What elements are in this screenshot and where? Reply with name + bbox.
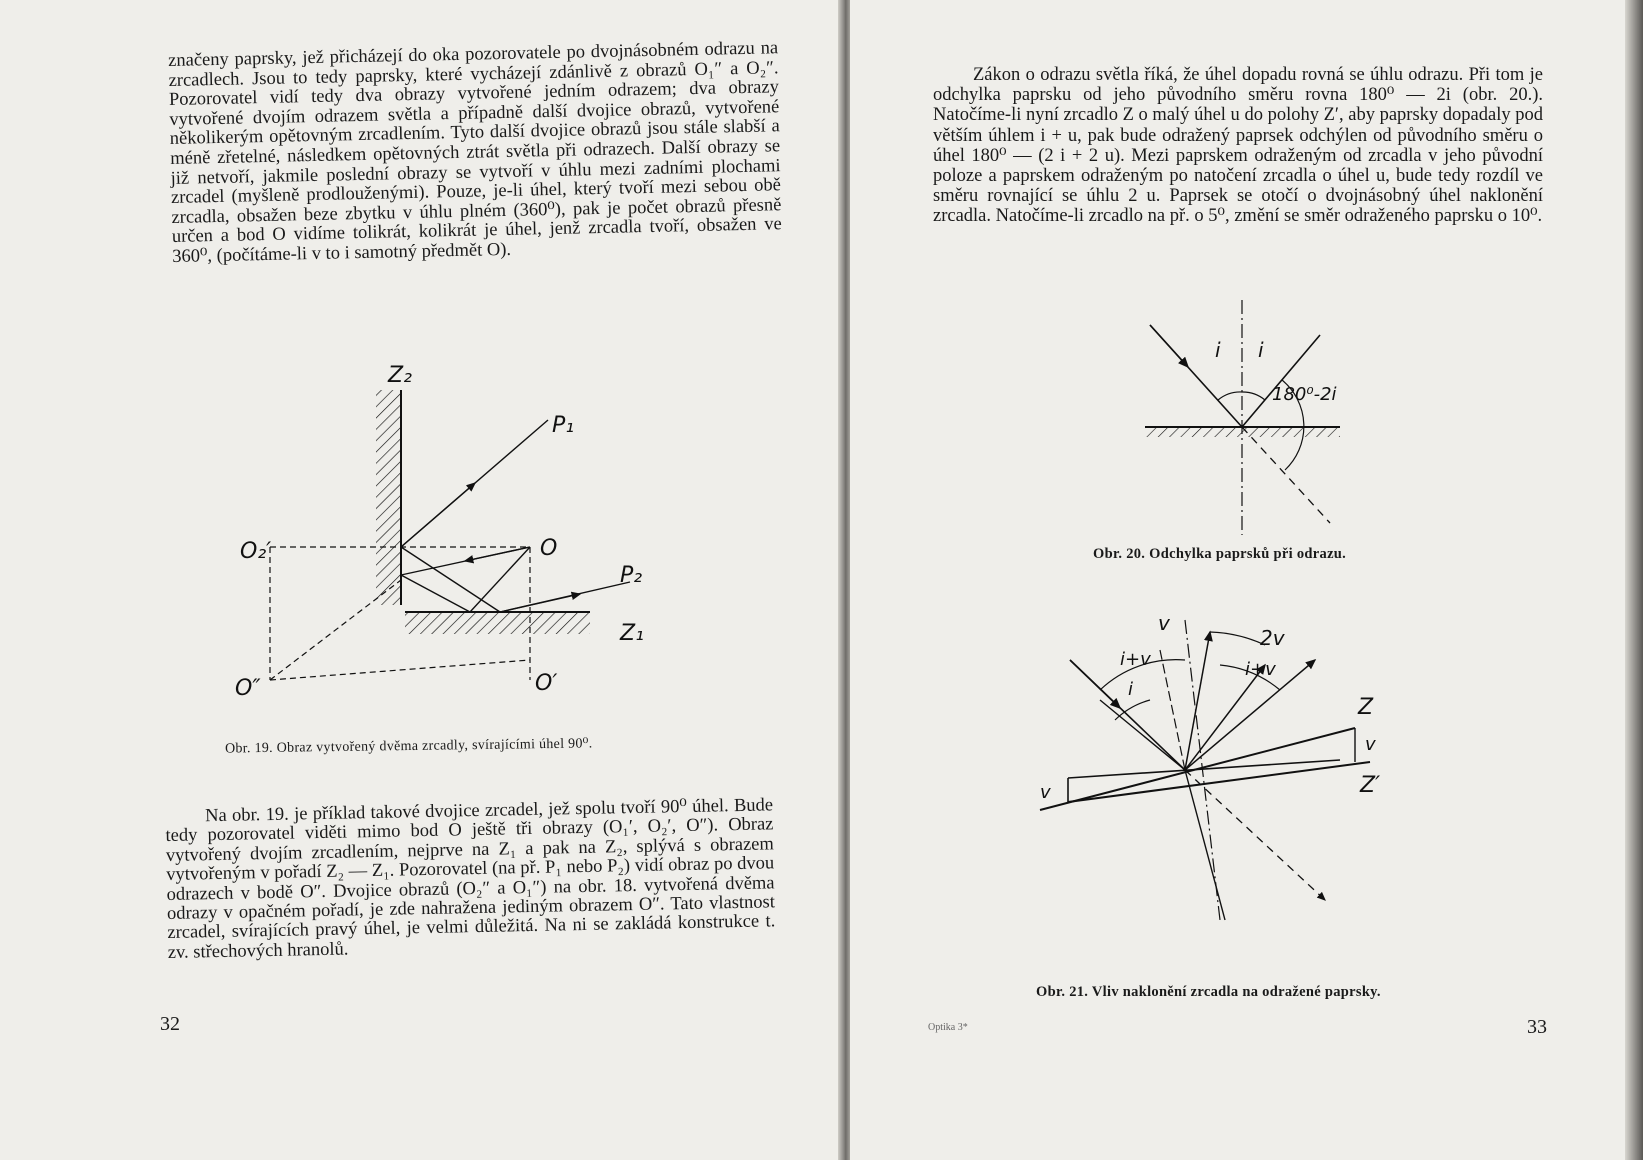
right-paragraph-1 [933,65,1543,227]
caption-figure-21: Obr. 21. Vliv naklonění zrcadla na odražené paprsky. [1036,984,1381,1000]
left-paragraph-2-text: Na obr. 19. je příklad takové dvojice zrcadel, jež spolu tvoří 90⁰ úhel. Bude tedy pozorovatel viděti mimo bod O ještě tři obrazy (O₁′, O₂′, O″). Obraz vytvořený dvojím zrcadlením, nejprve na Z₁ a pak na Z₂, splývá s obrazem vytvořeným v pořadí Z₂ — Z₁. Pozorovatel (na př. P₁ nebo P₂) vidí obraz po dvou odrazech v bodě O″. Dvojice obrazů (O₂″ a O₁″) na obr. 18. vytvořená dvěma odrazy v opačném pořadí, je zde nahražena jediným obrazem O″. Tato vlastnost zrcadel, svírajících pravý úhel, je velmi důležitá. Na ni se zakládá konstrukce t. zv. střechových hranolů. [165,795,776,963]
caption-figure-20: Obr. 20. Odchylka paprsků při odrazu. [1093,546,1347,562]
label-z2: Z₂ [388,363,412,388]
left-paragraph-2 [165,796,776,963]
label-i-right: i [1258,338,1264,362]
label-p1: P₁ [552,413,575,438]
label-u-right: v [1365,734,1376,755]
page-number-left: 32 [160,1013,180,1035]
label-z1: Z₁ [620,621,644,646]
mirror-z1-hatch [405,612,590,634]
label-i: i [1128,679,1134,700]
label-i-plus-u-left: i+v [1120,649,1151,670]
figure-19 [230,360,710,730]
book-edge [1625,0,1643,1160]
label-o2-prime: O₂′ [240,539,272,564]
right-paragraph-1-text: Zákon o odrazu světla říká, že úhel dopadu rovná se úhlu odrazu. Při tom je odchylka paprsku od jeho původního směru rovna 180⁰ — 2i (obr. 20.). Natočíme-li nyní zrcadlo Z o malý úhel u do polohy Z′, aby paprsky dopadaly pod větším úhlem i + u, pak bude odražený paprsek odchýlen od původního směru o úhel 180⁰ — (2 i + 2 u). Mezi paprskem odraženým od zrcadla v jeho původní poloze a paprskem odraženým po natočení zrcadla o úhel u, bude tedy rozdíl ve směru rovnající se úhlu 2 u. Paprsek se otočí o dvojnásobný úhel naklonění zrcadla. Natočíme-li zrcadlo na př. o 5⁰, změní se směr odraženého paprsku o 10⁰. [933,65,1543,227]
label-o-double: O″ [235,676,261,701]
extended-ray [1242,427,1330,523]
mirror-z2-hatch [376,390,401,605]
page-number-right: 33 [1527,1016,1547,1038]
reflected-ray [1242,335,1320,427]
label-p2: P₂ [620,563,643,588]
left-paragraph-1 [168,39,782,267]
label-i-plus-u-right: i+v [1245,659,1276,680]
caption-figure-19: Obr. 19. Obraz vytvořený dvěma zrcadly, svírajícími úhel 90⁰. [224,736,593,757]
left-paragraph-1-text: značeny paprsky, jež přicházejí do oka pozorovatele po dvojnásobném odrazu na zrcadlech. Jsou to tedy paprsky, které vycházejí zdánlivě z obrazů O₁″ a O₂″. Pozorovatel vidí tedy dva obrazy vytvořené jedním odrazem; dva obrazy vytvořené dvojím odrazem světla a případně další dvojice obrazů, vytvořené několikerým opětovným zrcadlením. Tyto další dvojice obrazů jsou stále slabší a méně zřetelné, následkem opětovných ztrát světla při odrazech. Další obrazy se již netvoří, jakmile poslední obrazy se vytvoří v úhlu mezi zadními plochami zrcadel (myšleně prodlouženými). Pouze, je-li úhel, který tvoří mezi sebou obě zrcadla, obsažen beze zbytku v úhlu plném (360⁰), pak je počet obrazů přesně určen a bod O vidíme tolikrát, kolikrát je úhel, jenž zrcadla tvoří, obsažen ve 360⁰, (počítáme-li v to i samotný předmět O). [167,38,782,267]
label-angle: 180⁰-2i [1272,384,1337,405]
label-2u: 2v [1260,626,1285,650]
label-u-left: v [1040,782,1051,803]
label-i-left: i [1215,338,1221,362]
label-u-top: v [1158,611,1170,635]
label-z-prime: Z′ [1360,773,1381,798]
label-o-prime: O′ [535,671,558,696]
figure-21 [1040,611,1420,960]
label-z: Z [1358,695,1374,720]
figure-20 [1130,295,1360,535]
label-o: O [540,536,558,561]
signature-mark: Optika 3* [928,1022,968,1033]
